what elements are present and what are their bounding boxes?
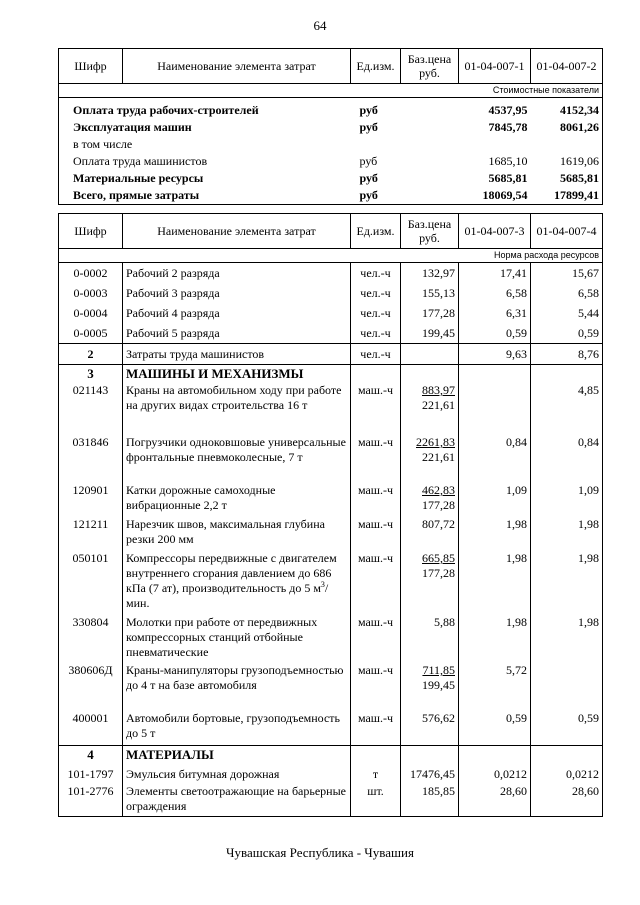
header-col-1: 01-04-007-1 [459,49,531,84]
row-name: Всего, прямые затраты [59,187,351,205]
row-name: Элементы светоотражающие на барьерные ограждения [123,784,351,817]
row-value-2: 8,76 [531,344,603,365]
row-price [401,551,459,615]
row-unit: руб [351,187,401,205]
row-value-2: 8061,26 [560,120,599,134]
row-code: 0-0004 [59,303,123,323]
row-name: Рабочий 3 разряда [123,283,351,303]
row-value-1: 5,72 [459,663,531,711]
section-header [59,746,603,765]
price-wage: 199,45 [422,678,455,692]
row-price: 177,28 [401,303,459,323]
row-unit: маш.-ч [351,663,401,711]
row-code: 400001 [59,711,123,746]
row-value-2: 4,85 [531,383,603,435]
row-value-1: 5685,81 [488,171,528,185]
row-value-2: 0,59 [531,711,603,746]
subheader-cost: Стоимостные показатели [59,84,603,98]
section-number: 3 [59,365,123,384]
table-header-row [59,49,603,84]
price-total: 711,85 [422,663,455,677]
section-number: 2 [59,344,123,365]
row-name: Материальные ресурсы [73,171,204,185]
row-name: Краны на автомобильном ходу при работе на других видах строительства 16 т [123,383,351,435]
row-code: 120901 [59,483,123,517]
row-value-1: 6,31 [459,303,531,323]
header-base-price: Баз.цена руб. [401,214,459,249]
table-row [59,784,603,817]
price-wage: 221,61 [422,398,455,412]
header-code: Шифр [59,49,123,84]
row-unit: чел.-ч [351,344,401,365]
row-value-2: 5685,81 [560,171,599,185]
row-value-1: 6,58 [459,283,531,303]
row-value-2: 28,60 [531,784,603,817]
row-name: Эксплуатация машин [73,120,192,134]
row-price: 155,13 [401,283,459,303]
row-unit: чел.-ч [351,283,401,303]
row-name [123,551,351,615]
header-col-2: 01-04-007-2 [531,49,603,84]
table-row [59,98,603,120]
page-number: 64 [313,18,327,33]
row-code: 380606Д [59,663,123,711]
table-row [59,711,603,746]
section-title: МАТЕРИАЛЫ [123,746,351,765]
row-value-1: 4537,95 [488,103,528,117]
table-row [59,517,603,551]
row-code: 330804 [59,615,123,663]
row-name: Молотки при работе от передвижных компрессорных станций отбойные пневматические [123,615,351,663]
table-row [59,153,603,170]
row-code: 121211 [59,517,123,551]
row-unit: руб [359,154,378,168]
header-name: Наименование элемента затрат [123,214,351,249]
row-name: Краны-манипуляторы грузоподъемностью до 4 т на базе автомобиля [123,663,351,711]
row-unit: шт. [351,784,401,817]
row-value-1 [459,383,531,435]
table-row [59,263,603,284]
row-code: 021143 [59,383,123,435]
section-title: МАШИНЫ И МЕХАНИЗМЫ [123,365,351,384]
row-unit: маш.-ч [351,483,401,517]
table-row [59,663,603,711]
row-value-1: 1685,10 [488,154,528,168]
price-total: 462,83 [422,483,455,497]
row-code: 101-2776 [59,784,123,817]
row-name: Рабочий 5 разряда [123,323,351,344]
header-name: Наименование элемента затрат [123,49,351,84]
row-unit: руб [359,120,378,134]
row-value-1: 18069,54 [459,187,531,205]
row-value-2: 1,98 [531,615,603,663]
table-row [59,383,603,435]
row-value-1: 1,98 [459,517,531,551]
row-price [401,435,459,483]
row-unit: маш.-ч [351,551,401,615]
row-price: 199,45 [401,323,459,344]
row-name: Оплата труда машинистов [73,154,208,168]
row-value-1: 1,98 [459,615,531,663]
row-value-1: 7845,78 [488,120,528,134]
row-price: 132,97 [401,263,459,284]
row-unit: руб [359,171,378,185]
row-code: 031846 [59,435,123,483]
table-row [59,551,603,615]
row-name-tail: /мин. [126,581,329,610]
row-name: Автомобили бортовые, грузоподъемность до 5 т [123,711,351,746]
price-wage: 221,61 [422,450,455,464]
subheader-row [59,84,603,98]
table-row [59,344,603,365]
section-number: 4 [59,746,123,765]
table-row [59,435,603,483]
row-unit: чел.-ч [351,263,401,284]
row-value-1: 0,59 [459,711,531,746]
header-unit: Ед.изм. [351,214,401,249]
table-row [59,764,603,784]
subheader-norms: Норма расхода ресурсов [59,249,603,263]
row-name: Погрузчики одноковшовые универсальные фронтальные пневмоколесные, 7 т [123,435,351,483]
header-code: Шифр [59,214,123,249]
row-name: в том числе [73,137,133,151]
header-base-price: Баз.цена руб. [401,49,459,84]
table-row [59,119,603,136]
row-value-2: 4152,34 [560,103,599,117]
row-value-2: 15,67 [531,263,603,284]
row-price [401,383,459,435]
price-total: 883,97 [422,383,455,397]
row-value-1: 9,63 [459,344,531,365]
row-unit: маш.-ч [351,615,401,663]
row-name: Оплата труда рабочих-строителей [73,103,259,117]
row-name: Катки дорожные самоходные вибрационные 2,2 т [123,483,351,517]
row-value-2: 1,98 [531,517,603,551]
row-value-1: 17,41 [459,263,531,284]
header-col-4: 01-04-007-4 [531,214,603,249]
header-unit: Ед.изм. [351,49,401,84]
price-total: 2261,83 [416,435,455,449]
price-wage: 177,28 [422,566,455,580]
section-header [59,365,603,384]
row-code: 0-0002 [59,263,123,284]
row-price [401,663,459,711]
row-unit: маш.-ч [351,711,401,746]
resource-norms-table [58,213,603,817]
row-value-1: 28,60 [459,784,531,817]
row-unit: чел.-ч [351,303,401,323]
row-name: Эмульсия битумная дорожная [123,764,351,784]
row-price: 185,85 [401,784,459,817]
table-row [59,283,603,303]
row-code: 0-0003 [59,283,123,303]
row-name: Нарезчик швов, максимальная глубина резки 200 мм [123,517,351,551]
row-value-2: 6,58 [531,283,603,303]
row-value-2: 0,59 [531,323,603,344]
row-price [401,483,459,517]
row-price: 17476,45 [401,764,459,784]
row-value-2: 1,09 [531,483,603,517]
row-value-2: 0,0212 [531,764,603,784]
table-row [59,187,603,205]
page-footer: Чувашская Республика - Чувашия [226,845,414,860]
header-col-3: 01-04-007-3 [459,214,531,249]
table-row [59,615,603,663]
row-code: 101-1797 [59,764,123,784]
row-value-2: 1,98 [531,551,603,615]
row-value-1: 0,0212 [459,764,531,784]
row-value-1: 0,59 [459,323,531,344]
table-row [59,136,603,153]
row-unit: маш.-ч [351,383,401,435]
row-unit: чел.-ч [351,323,401,344]
row-name-text: Компрессоры передвижные с двигателем внутреннего сгорания давлением до 686 кПа (7 ат), производительность до 5 м [126,551,337,595]
row-unit: маш.-ч [351,517,401,551]
row-unit: т [351,764,401,784]
row-value-2: 1619,06 [560,154,599,168]
row-name: Рабочий 4 разряда [123,303,351,323]
row-code: 0-0005 [59,323,123,344]
row-value-2: 5,44 [531,303,603,323]
row-name: Рабочий 2 разряда [123,263,351,284]
row-name: Затраты труда машинистов [123,344,351,365]
row-price: 576,62 [401,711,459,746]
row-price: 5,88 [401,615,459,663]
table-row [59,303,603,323]
row-price: 807,72 [401,517,459,551]
row-value-1: 0,84 [459,435,531,483]
row-value-1: 1,98 [459,551,531,615]
table-row [59,170,603,187]
row-value-2: 17899,41 [531,187,603,205]
row-value-2 [531,663,603,711]
superscript: 3 [320,580,325,589]
table-row [59,323,603,344]
subheader-row [59,249,603,263]
price-total: 665,85 [422,551,455,565]
row-unit: маш.-ч [351,435,401,483]
table-row [59,483,603,517]
row-value-2: 0,84 [531,435,603,483]
cost-indicators-table [58,48,603,205]
table-header-row [59,214,603,249]
price-wage: 177,28 [422,498,455,512]
row-unit: руб [359,103,378,117]
row-value-1: 1,09 [459,483,531,517]
row-code: 050101 [59,551,123,615]
